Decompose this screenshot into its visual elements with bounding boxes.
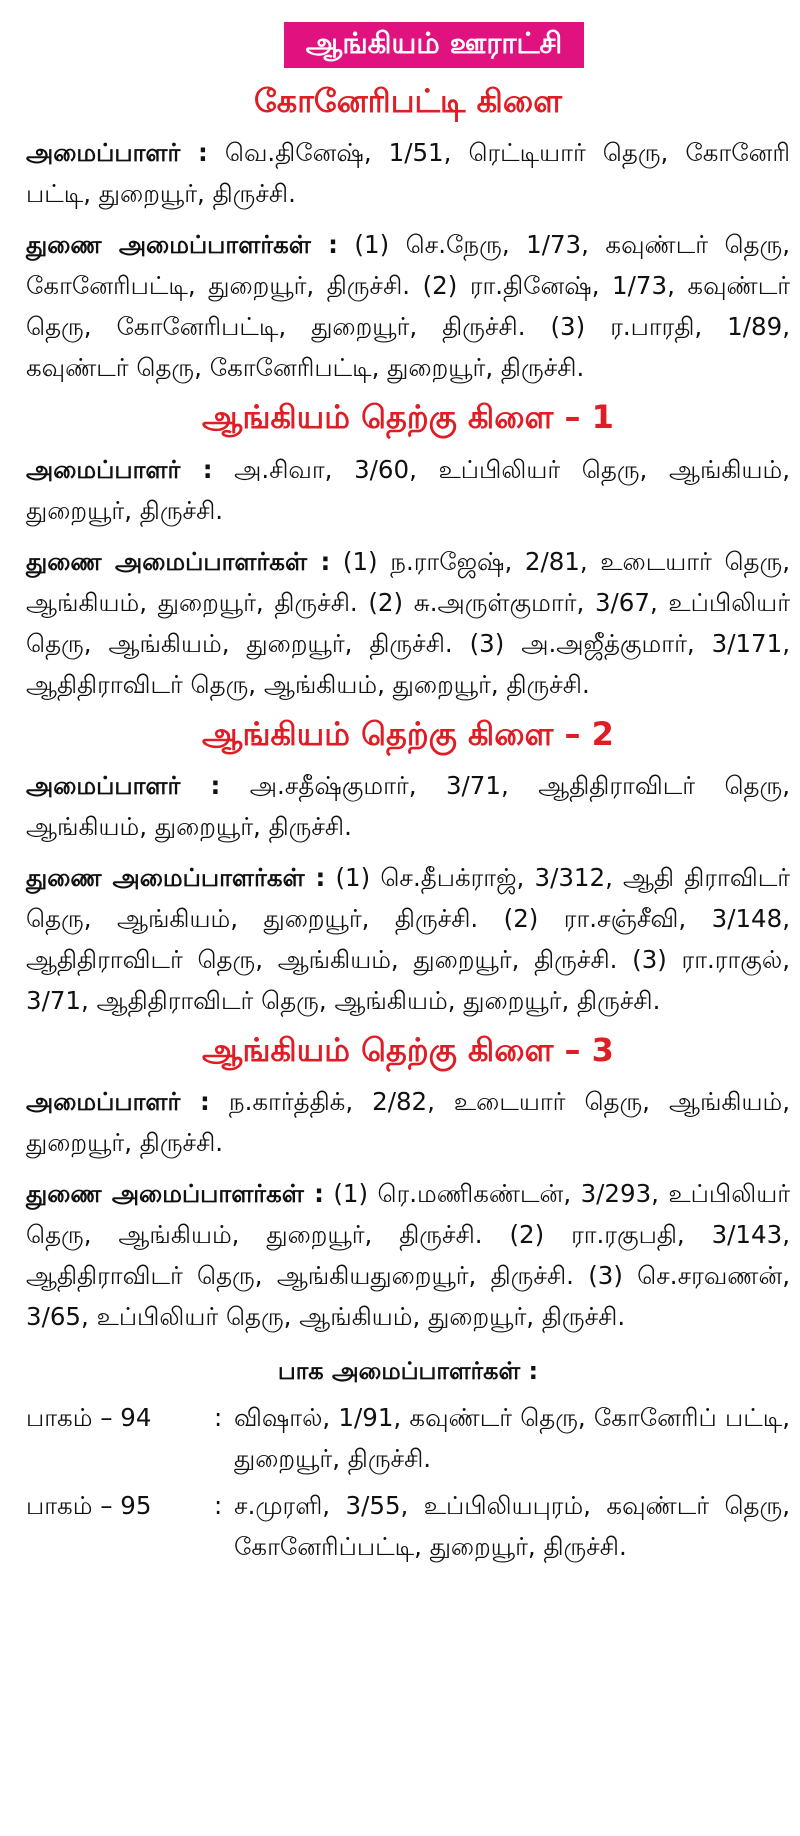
secretary-label: அமைப்பாளர் :: [26, 1087, 210, 1117]
booth-entry: [26, 1397, 790, 1479]
booth-colon: :: [214, 1403, 223, 1433]
deputies-label: துணை அமைப்பாளர்கள் :: [26, 230, 338, 260]
secretary-paragraph: [26, 1081, 790, 1163]
deputies-label: துணை அமைப்பாளர்கள் :: [26, 1179, 324, 1209]
booth-details: விஷால், 1/91, கவுண்டர் தெரு, கோனேரிப் பட்டி, துறையூர், திருச்சி.: [234, 1403, 790, 1474]
deputies-details: (1) செ.தீபக்ராஜ், 3/312, ஆதி திராவிடர் தெரு, ஆங்கியம், துறையூர், திருச்சி. (2) ரா.சஞ்சீவி, 3/148, ஆதிதிராவிடர் தெரு, ஆங்கியம், துறையூர், திருச்சி. (3) ரா.ராகுல், 3/71, ஆதிதிராவிடர் தெரு, ஆங்கியம், துறையூர், திருச்சி.: [26, 863, 790, 1016]
deputies-paragraph: [26, 541, 790, 705]
section-title-koneripatti: கோனேரிபட்டி கிளை: [254, 81, 562, 120]
booth-details: ச.முரளி, 3/55, உப்பிலியபுரம், கவுண்டர் தெரு, கோனேரிப்பட்டி, துறையூர், திருச்சி.: [234, 1491, 790, 1562]
section-title-south-3: ஆங்கியம் தெற்கு கிளை – 3: [202, 1031, 614, 1070]
booth-number: பாகம் – 94: [26, 1403, 152, 1433]
booth-colon: :: [214, 1491, 223, 1521]
secretary-label: அமைப்பாளர் :: [26, 138, 208, 168]
deputies-details: (1) செ.நேரு, 1/73, கவுண்டர் தெரு, கோனேரிபட்டி, துறையூர், திருச்சி. (2) ரா.தினேஷ், 1/73, கவுண்டர் தெரு, கோனேரிபட்டி, துறையூர், திருச்சி. (3) ர.பாரதி, 1/89, கவுண்டர் தெரு, கோனேரிபட்டி, துறையூர், திருச்சி.: [26, 230, 791, 383]
booth-number: பாகம் – 95: [26, 1491, 152, 1521]
deputies-paragraph: [26, 857, 790, 1021]
secretary-label: அமைப்பாளர் :: [26, 454, 213, 484]
section-title-south-1: ஆங்கியம் தெற்கு கிளை – 1: [202, 398, 614, 437]
section-title-south-2: ஆங்கியம் தெற்கு கிளை – 2: [202, 714, 614, 753]
secretary-details: அ.சதீஷ்குமார், 3/71, ஆதிதிராவிடர் தெரு, ஆங்கியம், துறையூர், திருச்சி.: [26, 771, 790, 842]
deputies-details: (1) ரெ.மணிகண்டன், 3/293, உப்பிலியர் தெரு, ஆங்கியம், துறையூர், திருச்சி. (2) ரா.ரகுபதி, 3/143, ஆதிதிராவிடர் தெரு, ஆங்கியதுறையூர், திருச்சி. (3) செ.சரவணன், 3/65, உப்பிலியர் தெரு, ஆங்கியம், துறையூர், திருச்சி.: [26, 1179, 790, 1332]
deputies-paragraph: [26, 224, 790, 388]
booth-entry: [26, 1485, 790, 1567]
deputies-paragraph: [26, 1173, 790, 1337]
deputies-details: (1) ந.ராஜேஷ், 2/81, உடையார் தெரு, ஆங்கியம், துறையூர், திருச்சி. (2) சு.அருள்குமார், 3/67, உப்பிலியர் தெரு, ஆங்கியம், துறையூர், திருச்சி. (3) அ.அஜீத்குமார், 3/171, ஆதிதிராவிடர் தெரு, ஆங்கியம், துறையூர், திருச்சி.: [26, 546, 790, 699]
secretary-details: அ.சிவா, 3/60, உப்பிலியர் தெரு, ஆங்கியம், துறையூர், திருச்சி.: [26, 454, 791, 525]
booth-organisers-heading: பாக அமைப்பாளர்கள் :: [277, 1357, 539, 1386]
secretary-label: அமைப்பாளர் :: [26, 771, 221, 801]
secretary-paragraph: [26, 765, 790, 847]
secretary-paragraph: [26, 449, 790, 531]
secretary-paragraph: [26, 132, 790, 214]
secretary-details: ந.கார்த்திக், 2/82, உடையார் தெரு, ஆங்கியம், துறையூர், திருச்சி.: [26, 1087, 790, 1158]
panchayat-title: ஆங்கியம் ஊராட்சி: [284, 22, 584, 68]
secretary-details: வெ.தினேஷ், 1/51, ரெட்டியார் தெரு, கோனேரி பட்டி, துறையூர், திருச்சி.: [26, 138, 790, 209]
deputies-label: துணை அமைப்பாளர்கள் :: [26, 863, 326, 893]
deputies-label: துணை அமைப்பாளர்கள் :: [26, 546, 331, 576]
